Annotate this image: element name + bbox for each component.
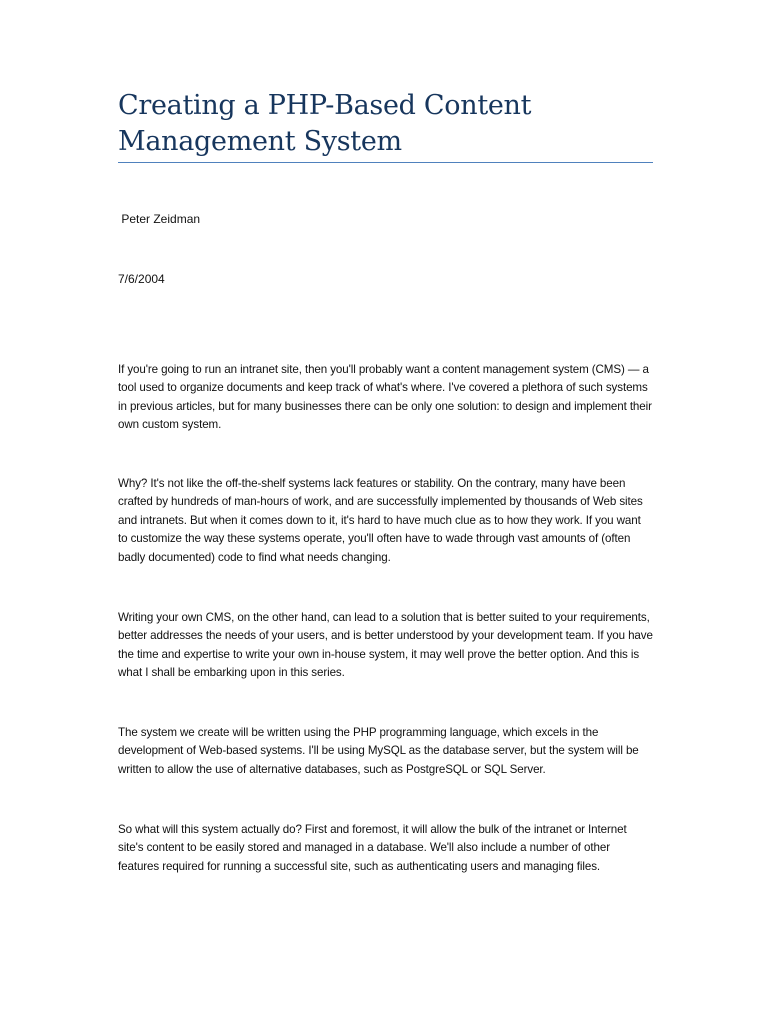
title-underline-rule: [118, 162, 653, 163]
body-paragraph-4: The system we create will be written using the PHP programming language, which excels in the development of Web-based systems. I'll be using MySQL as the database server, but the system will be written to allow the use of alternative databases, such as PostgreSQL or SQL Server.: [118, 726, 639, 776]
author-name: Peter Zeidman: [118, 212, 201, 226]
body-paragraph-5: So what will this system actually do? First and foremost, it will allow the bulk of the intranet or Internet site's content to be easily stored and managed in a database. We'll also include a number of other features required for running a successful site, such as authenticating users and managing files.: [118, 823, 627, 873]
body-paragraph-2: Why? It's not like the off-the-shelf systems lack features or stability. On the contrary, many have been crafted by hundreds of man-hours of work, and are successfully implemented by thousands of Web sites and intranets. But when it comes down to it, it's hard to have much clue as to how they work. If you want to customize the way these systems operate, you'll often have to wade through vast amounts of (often badly documented) code to find what needs changing.: [118, 477, 643, 564]
document-title: Creating a PHP-Based Content Management System: [118, 90, 532, 157]
body-paragraph-3: Writing your own CMS, on the other hand, can lead to a solution that is better suited to your requirements, better addresses the needs of your users, and is better understood by your development team. If you have the time and expertise to write your own in-house system, it may well prove the better option. And this is what I shall be embarking upon in this series.: [118, 611, 653, 680]
publication-date: 7/6/2004: [118, 272, 165, 286]
body-paragraph-1: If you're going to run an intranet site, then you'll probably want a content management system (CMS) — a tool used to organize documents and keep track of what's where. I've covered a plethora of such systems in previous articles, but for many businesses there can be only one solution: to design and implement their own custom system.: [118, 363, 652, 432]
